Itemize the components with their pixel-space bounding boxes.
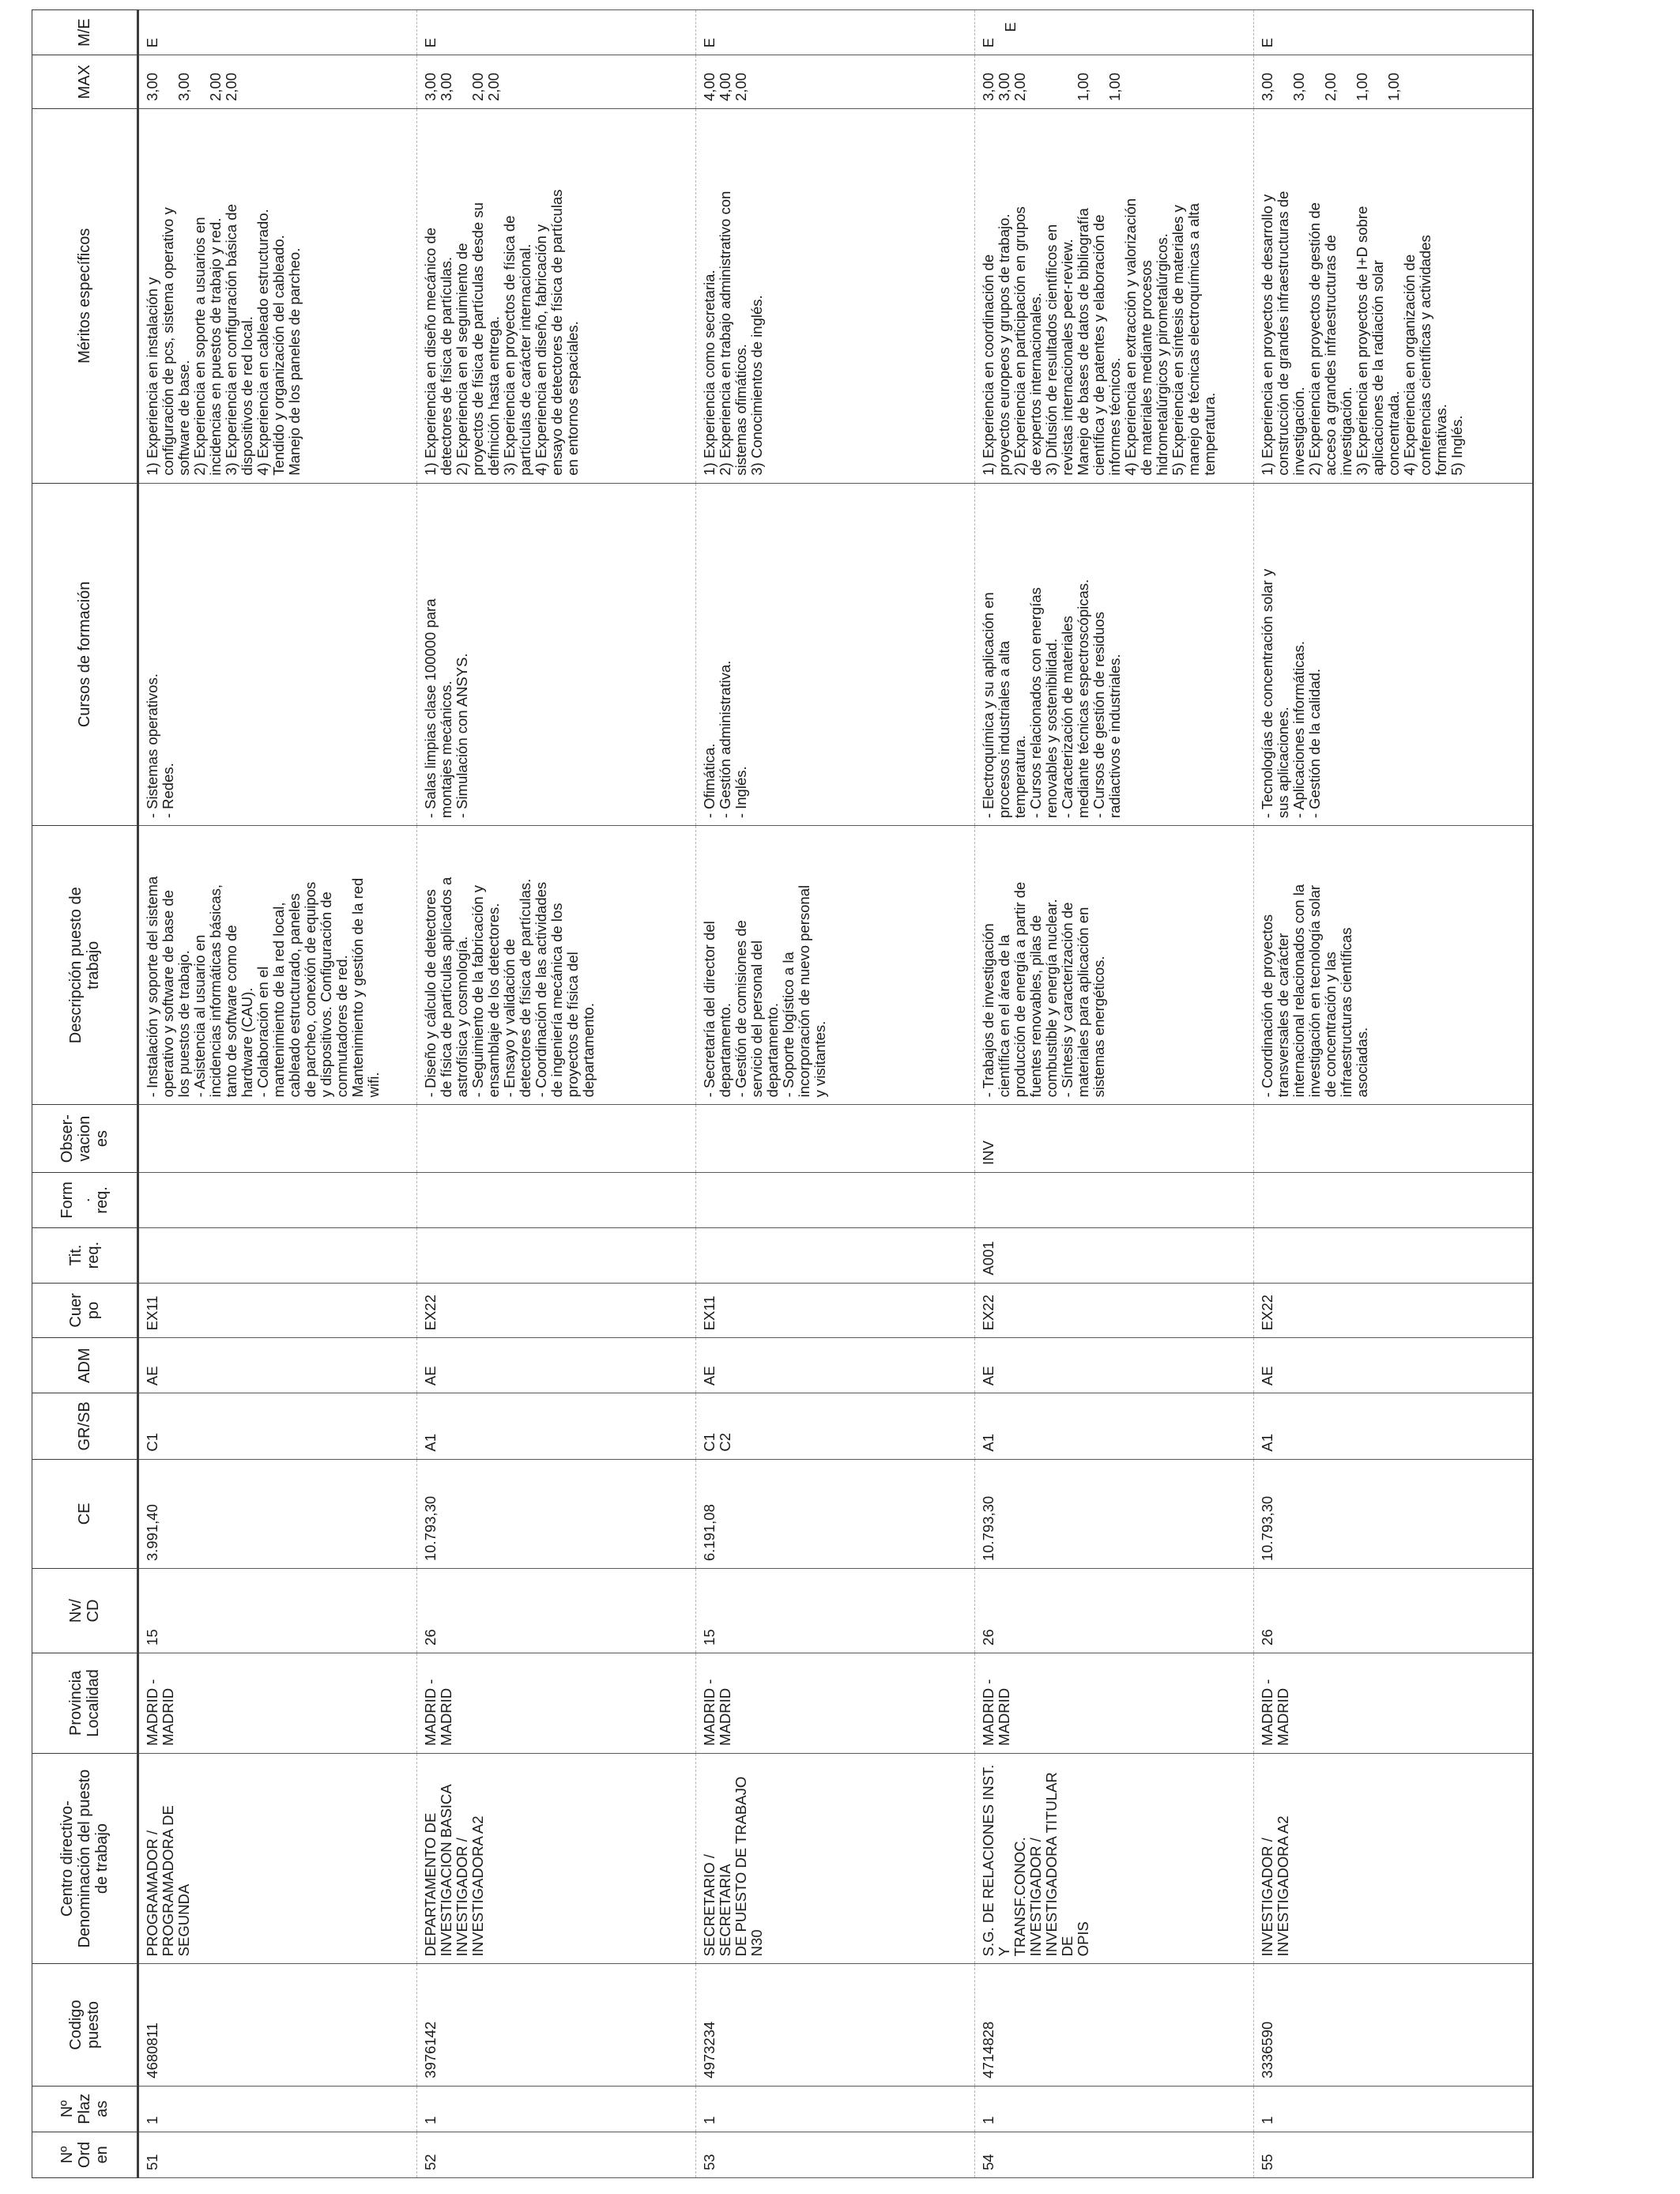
max-cell: 4,00 4,00 2,00 [696,55,975,109]
meritos-cell: 1) Experiencia en instalación y configuración de pcs, sistema operativo y software de base. 2) Experiencia en soporte a usuarios en incidencias en puestos de trabajo y red. 3) Experiencia en configuración básica de dispositivos de red local. 4) Experiencia en cableado estructurado. Tendido y organización del cableado. Manejo de los paneles de parcheo. [138,108,417,483]
table-row [975,10,1254,2178]
me-cell [138,10,417,55]
grupo-cell: A1 [975,1393,1254,1460]
formacion-cell [1254,1172,1533,1227]
plazas-cell: 1 [417,2086,696,2132]
unidad-text: S.G. DE RELACIONES INST. Y TRANSF.CONOC. [980,1764,1028,1957]
orden-cell: 55 [1254,2132,1533,2177]
orden-cell: 53 [696,2132,975,2177]
unidad-text: DEPARTAMENTO DE INVESTIGACION BASICA [422,1784,454,1957]
grupo-cell: A1 [1254,1393,1533,1460]
header-row [32,10,138,2178]
header-descripcion: Descripción puesto de trabajo [32,826,138,1105]
header-observaciones: Obser- vaciones [32,1105,138,1173]
table-row [696,10,975,2178]
nivel-cell: 26 [417,1569,696,1653]
codigo-cell: 4714828 [975,1964,1254,2086]
titulacion-cell [1254,1227,1533,1283]
codigo-cell: 3336590 [1254,1964,1533,2086]
header-meritos: Méritos específicos [32,108,138,483]
header-grupo: GR/SB [32,1393,138,1460]
header-codigo: Codigo puesto [32,1964,138,2086]
centro-cell [1254,1753,1533,1963]
provincia-cell: MADRID - MADRID [696,1653,975,1753]
me-cell [1254,10,1533,55]
cursos-cell: - Sistemas operativos. - Redes. [138,483,417,826]
formacion-cell [417,1172,696,1227]
observaciones-cell: INV [975,1105,1254,1173]
nivel-cell: 15 [696,1569,975,1653]
me-second-value: E [1002,22,1019,32]
max-cell: 3,00 3,00 2,00 1,00 1,00 [1254,55,1533,109]
meritos-cell: 1) Experiencia en proyectos de desarrollo y construcción de grandes infraestructuras de investigación. 2) Experiencia en proyectos de gestión de acceso a grandes infraestructuras de investigación. 3) Experiencia en proyectos de I+D sobre aplicaciones de la radiación solar concentrada. 4) Experiencia en organización de conferencias científicas y actividades formativas. 5) Inglés. [1254,108,1533,483]
orden-cell: 51 [138,2132,417,2177]
ce-cell: 10.793,30 [1254,1459,1533,1569]
observaciones-cell [417,1105,696,1173]
formacion-cell [138,1172,417,1227]
observaciones-cell [1254,1105,1533,1173]
descripcion-cell: - Diseño y cálculo de detectores de física de partículas aplicados a astrofísica y cosmología. - Seguimiento de la fabricación y ensamblaje de los detectores. - Ensayo y validación de detectores de física de partículas. - Coordinación de las actividades de ingeniería mecánica de los proyectos de física del departamento. [417,826,696,1105]
denominacion-text: PROGRAMADOR / PROGRAMADORA DE SEGUNDA [144,1805,192,1957]
cursos-cell: - Electroquímica y su aplicación en procesos industriales a alta temperatura. - Cursos relacionados con energías renovables y sostenibilidad. - Caracterización de materiales mediante técnicas espectroscópicas. - Cursos de gestión de residuos radiactivos e industriales. [975,483,1254,826]
header-nivel: Nv/ CD [32,1569,138,1653]
ce-cell: 6.191,08 [696,1459,975,1569]
max-cell: 3,00 3,00 2,00 2,00 [417,55,696,109]
adm-cell: AE [417,1338,696,1393]
cursos-cell: - Tecnologías de concentración solar y sus aplicaciones. - Aplicaciones informáticas. - Gestión de la calidad. [1254,483,1533,826]
header-max: MAX [32,55,138,109]
adm-cell: AE [696,1338,975,1393]
header-titulacion: Tit. req. [32,1227,138,1283]
centro-cell [138,1753,417,1963]
cuerpo-cell: EX11 [696,1283,975,1338]
ce-cell: 10.793,30 [417,1459,696,1569]
cuerpo-cell: EX22 [417,1283,696,1338]
titulacion-cell: A001 [975,1227,1254,1283]
titulacion-cell [138,1227,417,1283]
titulacion-cell [417,1227,696,1283]
me-value: E [1259,37,1275,48]
cursos-cell: - Ofimática. - Gestión administrativa. - Inglés. [696,483,975,826]
me-value: E [980,37,996,48]
cuerpo-cell: EX11 [138,1283,417,1338]
header-ce: CE [32,1459,138,1569]
grupo-cell: C1 C2 [696,1393,975,1460]
centro-cell [975,1753,1254,1963]
header-me: M/E [32,10,138,55]
me-value: E [422,37,439,48]
meritos-cell: 1) Experiencia en coordinación de proyectos europeos y grupos de trabajo. 2) Experiencia en participación en grupos de expertos internacionales. 3) Difusión de resultados científicos en revistas internacionales peer-review. Manejo de bases de datos de bibliografía científica y de patentes y elaboración de informes técnicos. 4) Experiencia en extracción y valorización de materiales mediante procesos hidrometalúrgicos y pirometalúrgicos. 5) Experiencia en síntesis de materiales y manejo de técnicas electroquímicas a alta temperatura. [975,108,1254,483]
table-row [1254,10,1533,2178]
centro-cell [696,1753,975,1963]
descripcion-cell: - Instalación y soporte del sistema operativo y software de base de los puestos de trabajo. - Asistencia al usuario en incidencias informáticas básicas, tanto de software como de hardware (CAU). - Colaboración en el mantenimiento de la red local, cableado estructurado, paneles de parcheo, conexión de equipos y dispositivos. Configuración de conmutadores de red. Mantenimiento y gestión de la red wifi. [138,826,417,1105]
cuerpo-cell: EX22 [1254,1283,1533,1338]
cursos-cell: - Salas limpias clase 100000 para montajes mecánicos. - Simulación con ANSYS. [417,483,696,826]
header-orden: Nº Orden [32,2132,138,2177]
orden-cell: 54 [975,2132,1254,2177]
max-cell: 3,00 3,00 2,00 1,00 1,00 [975,55,1254,109]
adm-cell: AE [138,1338,417,1393]
me-cell [975,10,1254,55]
descripcion-cell: - Trabajos de investigación científica en el área de la producción de energía a partir de fuentes renovables, pilas de combustible y energía nuclear. - Síntesis y caracterización de materiales para aplicación en sistemas energéticos. [975,826,1254,1105]
cuerpo-cell: EX22 [975,1283,1254,1338]
header-cursos: Cursos de formación [32,483,138,826]
formacion-cell [696,1172,975,1227]
header-centro: Centro directivo- Denominación del puesto de trabajo [32,1753,138,1963]
observaciones-cell [696,1105,975,1173]
denominacion-text: SECRETARIO / SECRETARIA DE PUESTO DE TRABAJO N30 [701,1776,765,1957]
titulacion-cell [696,1227,975,1283]
plazas-cell: 1 [138,2086,417,2132]
plazas-table [32,9,1534,2178]
codigo-cell: 3976142 [417,1964,696,2086]
me-value: E [701,37,718,48]
plazas-cell: 1 [1254,2086,1533,2132]
adm-cell: AE [1254,1338,1533,1393]
provincia-cell: MADRID - MADRID [138,1653,417,1753]
nivel-cell: 15 [138,1569,417,1653]
nivel-cell: 26 [1254,1569,1533,1653]
grupo-cell: C1 [138,1393,417,1460]
plazas-cell: 1 [696,2086,975,2132]
provincia-cell: MADRID - MADRID [417,1653,696,1753]
codigo-cell: 4680811 [138,1964,417,2086]
provincia-cell: MADRID - MADRID [975,1653,1254,1753]
provincia-cell: MADRID - MADRID [1254,1653,1533,1753]
descripcion-cell: - Secretaría del director del departamento. - Gestión de comisiones de servicio del personal del departamento. - Soporte logístico a la incorporación de nuevo personal y visitantes. [696,826,975,1105]
descripcion-cell: - Coordinación de proyectos transversales de carácter internacional relacionados con la investigación en tecnología solar de concentración y las infraestructuras científicas asociadas. [1254,826,1533,1105]
formacion-cell [975,1172,1254,1227]
meritos-cell: 1) Experiencia como secretaria. 2) Experiencia en trabajo administrativo con sistemas ofimáticos. 3) Conocimientos de inglés. [696,108,975,483]
grupo-cell: A1 [417,1393,696,1460]
observaciones-cell [138,1105,417,1173]
ce-cell: 10.793,30 [975,1459,1254,1569]
header-adm: ADM [32,1338,138,1393]
header-plazas: Nº Plazas [32,2086,138,2132]
nivel-cell: 26 [975,1569,1254,1653]
orden-cell: 52 [417,2132,696,2177]
max-cell: 3,00 3,00 2,00 2,00 [138,55,417,109]
ce-cell: 3.991,40 [138,1459,417,1569]
plazas-cell: 1 [975,2086,1254,2132]
header-formacion: Form. req. [32,1172,138,1227]
table-row [138,10,417,2178]
centro-cell [417,1753,696,1963]
table-row [417,10,696,2178]
adm-cell: AE [975,1338,1254,1393]
denominacion-text: INVESTIGADOR / INVESTIGADORA TITULAR DE OPIS [1027,1772,1091,1957]
header-cuerpo: Cuerpo [32,1283,138,1338]
header-provincia: Provincia Localidad [32,1653,138,1753]
me-cell [696,10,975,55]
meritos-cell: 1) Experiencia en diseño mecánico de detectores de física de partículas. 2) Experiencia en el seguimiento de proyectos de física de partículas desde su definición hasta entrega. 3) Experiencia en proyectos de física de partículas de carácter internacional. 4) Experiencia en diseño, fabricación y ensayo de detectores de física de partículas en entornos espaciales. [417,108,696,483]
me-value: E [144,37,160,48]
denominacion-text: INVESTIGADOR / INVESTIGADORA A2 [1259,1815,1291,1957]
denominacion-text: INVESTIGADOR / INVESTIGADORA A2 [454,1815,486,1957]
me-cell [417,10,696,55]
codigo-cell: 4973234 [696,1964,975,2086]
